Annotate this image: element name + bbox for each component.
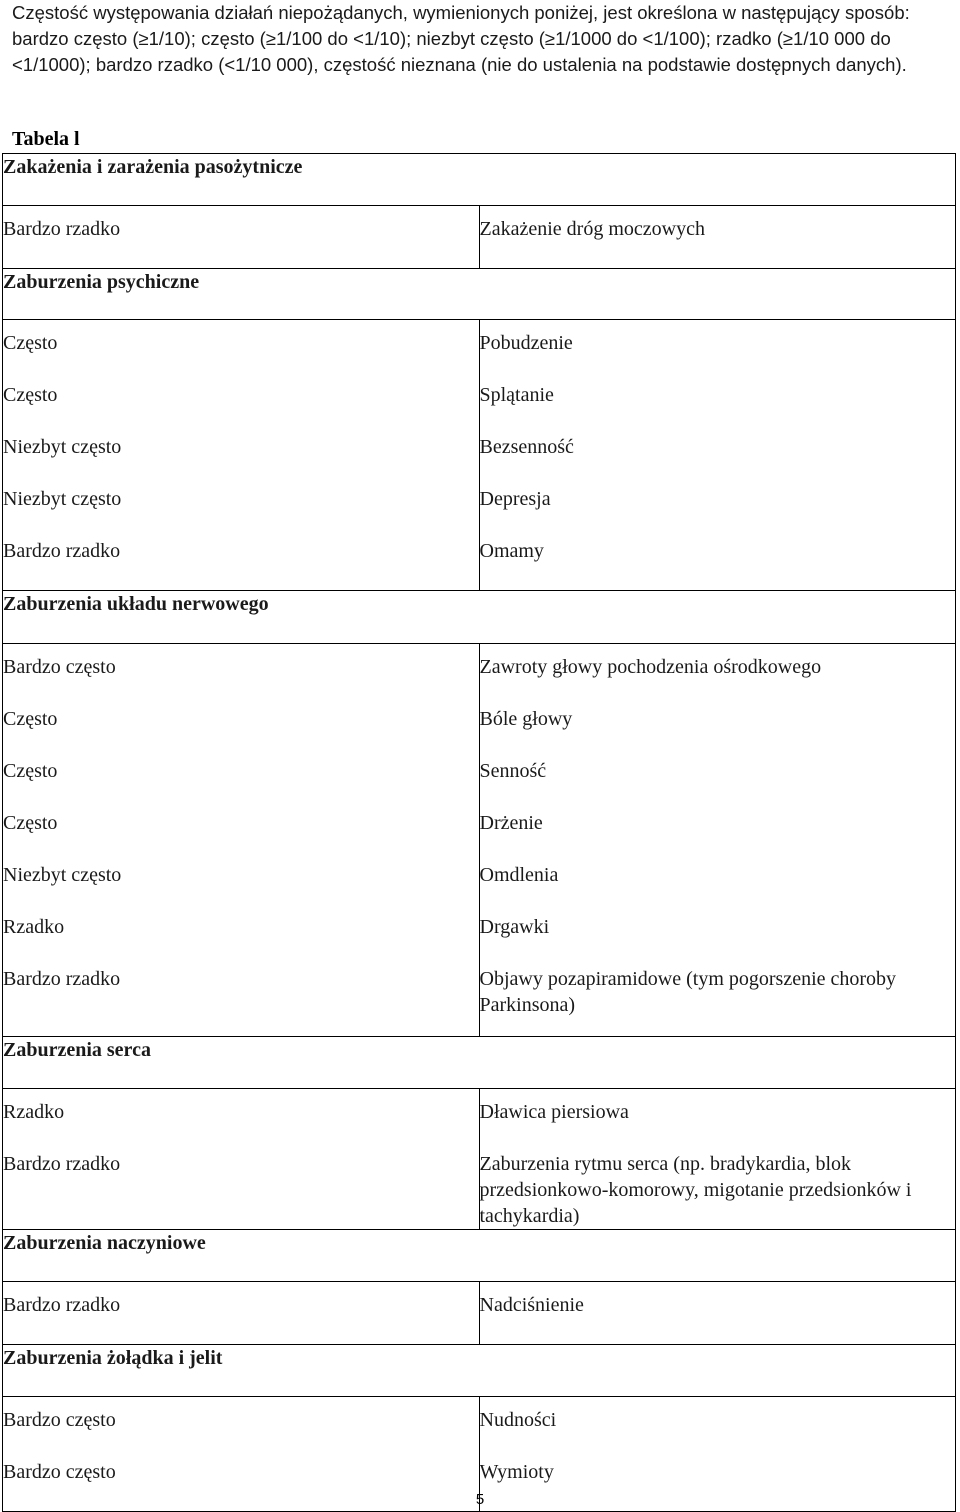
effect-cell: Drgawki [479,916,550,938]
effect-cell: Depresja [479,488,551,510]
section-header-row [3,1037,956,1089]
section-header-row [3,1345,956,1397]
section-body-row [3,1282,956,1345]
effect-cell: Zawroty głowy pochodzenia ośrodkowego [479,656,822,678]
effect-column [479,206,956,269]
effect-cell: Senność [479,760,547,782]
intro-paragraph: Częstość występowania działań niepożądanych, wymienionych poniżej, jest określona w następujący sposób: bardzo często (≥1/10); często (≥1/100 do <1/10); niezbyt często (≥1/1000 do <1/100); rzadko (≥1/10 000 do <1/1000); bardzo rzadko (<1/10 000), częstość nieznana (nie do ustalenia na podstawie dostępnych danych). [12,2,910,75]
section-header-row [3,269,956,320]
frequency-cell: Rzadko [3,1101,65,1123]
effect-cell: Pobudzenie [479,332,573,354]
section-header-row [3,1230,956,1282]
effect-cell: Nadciśnienie [479,1294,584,1316]
frequency-cell: Rzadko [3,916,65,938]
page-number: 5 [475,1491,485,1508]
frequency-cell: Niezbyt często [3,488,122,510]
effect-cell: Omdlenia [479,864,559,886]
frequency-cell: Bardzo często [3,1409,116,1431]
frequency-cell: Bardzo rzadko [3,218,121,240]
effect-column [479,320,956,591]
effect-cell: Drżenie [479,812,543,834]
section-body-row [3,644,956,1037]
effect-column [479,644,956,1037]
frequency-cell: Bardzo często [3,656,116,678]
effect-cell: Zakażenie dróg moczowych [479,218,705,240]
section-header-row [3,591,956,644]
effect-column [479,1089,956,1230]
frequency-cell: Bardzo rzadko [3,1153,121,1175]
frequency-cell: Bardzo często [3,1461,116,1483]
section-header-row [3,154,956,206]
frequency-column [3,206,480,269]
frequency-column [3,320,480,591]
frequency-cell: Niezbyt często [3,436,122,458]
section-body-row [3,1089,956,1230]
frequency-column [3,1282,480,1345]
section-title: Zaburzenia naczyniowe [3,1230,956,1282]
effect-cell: Zaburzenia rytmu serca (np. bradykardia, blok przedsionkowo-komorowy, migotanie przedsionków i tachykardia) [479,1153,912,1227]
section-body-row [3,206,956,269]
effect-cell: Objawy pozapiramidowe (tym pogorszenie choroby Parkinsona) [479,968,897,1016]
adverse-effects-table [2,153,956,1512]
effect-cell: Bóle głowy [479,708,573,730]
section-title: Zakażenia i zarażenia pasożytnicze [3,154,956,206]
effect-cell: Bezsenność [479,436,574,458]
effect-cell: Dławica piersiowa [479,1101,629,1123]
frequency-column [3,644,480,1037]
frequency-cell: Bardzo rzadko [3,1294,121,1316]
section-title: Zaburzenia psychiczne [3,269,956,320]
effect-cell: Nudności [479,1409,557,1431]
table-caption: Tabela l [12,128,80,150]
frequency-cell: Bardzo rzadko [3,540,121,562]
frequency-cell: Często [3,384,58,406]
effect-cell: Omamy [479,540,544,562]
section-title: Zaburzenia układu nerwowego [3,591,956,644]
frequency-cell: Niezbyt często [3,864,122,886]
section-title: Zaburzenia serca [3,1037,956,1089]
frequency-cell: Często [3,332,58,354]
frequency-cell: Często [3,812,58,834]
effect-cell: Wymioty [479,1461,554,1483]
frequency-cell: Często [3,708,58,730]
effect-cell: Splątanie [479,384,554,406]
frequency-cell: Bardzo rzadko [3,968,121,990]
section-body-row [3,320,956,591]
effect-column [479,1282,956,1345]
section-title: Zaburzenia żołądka i jelit [3,1345,956,1397]
frequency-column [3,1089,480,1230]
frequency-cell: Często [3,760,58,782]
